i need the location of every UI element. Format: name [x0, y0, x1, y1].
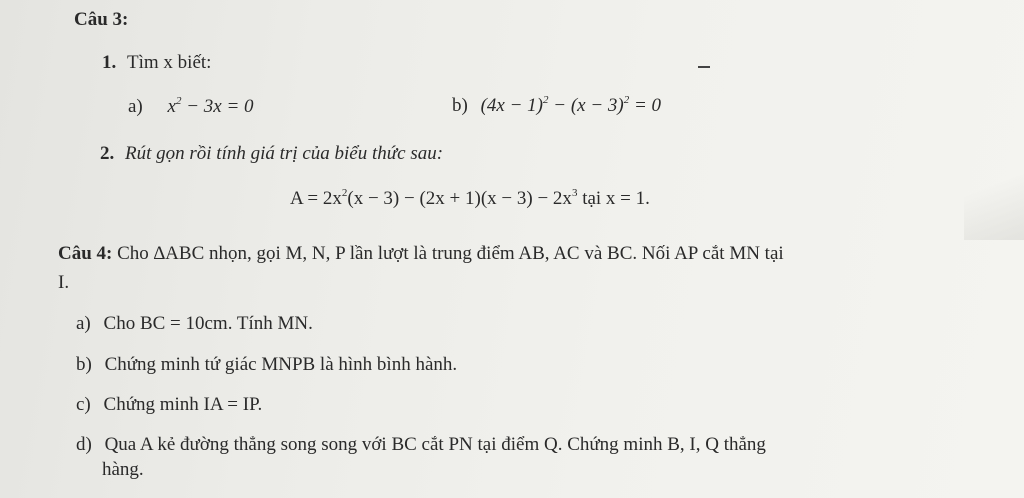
pen-mark: [698, 66, 710, 68]
q4-part-a-text: Cho BC = 10cm. Tính MN.: [103, 313, 313, 334]
q4-intro-text: Cho ∆ABC nhọn, gọi M, N, P lần lượt là trung điểm AB, AC và BC. Nối AP cắt MN tại: [117, 243, 784, 264]
q3-part1-b-label: b): [452, 95, 468, 116]
q3-part2-formula: $A = 2x^2(x - 3) - (2x + 1)(x - 3) - 2x^3$ tại x = 1.: [290, 187, 650, 209]
q3-part1-b-expression: $(4x - 1)^2 - (x - 3)^2 = 0$: [480, 94, 662, 116]
q3-part1-text: Tìm x biết:: [127, 52, 212, 73]
q4-part-a-label: a): [76, 313, 91, 334]
q4-intro-continuation: I.: [58, 272, 70, 293]
q3-part1-a: [128, 96, 254, 118]
q3-part2-number: 2.: [100, 143, 115, 164]
q3-part1-number: 1.: [102, 52, 117, 73]
q3-part1-b: [452, 95, 661, 117]
q4-part-a: [76, 313, 313, 335]
q3-heading: Câu 3:: [74, 9, 129, 30]
q4-part-d: [76, 434, 766, 456]
q3-part1-a-label: a): [128, 96, 143, 117]
q4-part-c: [76, 394, 262, 416]
q4-intro: [58, 243, 784, 265]
q4-part-b-text: Chứng minh tứ giác MNPB là hình bình hành.: [104, 354, 458, 375]
q4-part-b-label: b): [76, 354, 92, 375]
q4-heading: Câu 4:: [58, 243, 113, 264]
q4-part-b: [76, 354, 457, 376]
q3-part2: [100, 143, 443, 165]
q4-part-d-text: Qua A kẻ đường thẳng song song với BC cắt PN tại điểm Q. Chứng minh B, I, Q thẳng: [104, 434, 766, 455]
q4-part-d-label: d): [76, 434, 92, 455]
q3-part1-a-expression: $x^2 - 3x = 0$: [167, 95, 254, 117]
q3-part2-text: Rút gọn rồi tính giá trị của biểu thức sau:: [125, 143, 444, 164]
q3-part1: [102, 52, 211, 74]
q4-part-c-label: c): [76, 394, 91, 415]
paper-fold-shadow: [964, 150, 1024, 240]
q4-part-d-continuation: hàng.: [102, 459, 144, 480]
q4-part-c-text: Chứng minh IA = IP.: [103, 394, 263, 415]
